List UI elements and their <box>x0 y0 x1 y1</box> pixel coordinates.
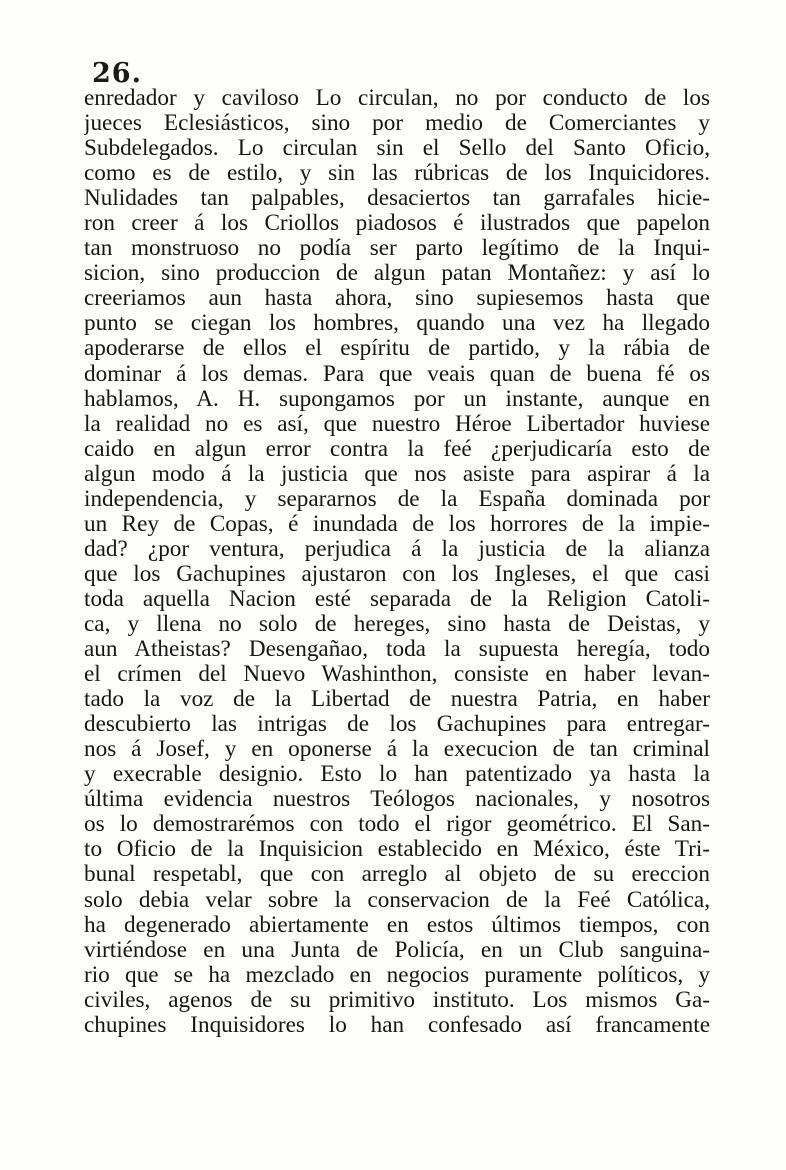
text-line: dad? ¿por ventura, perjudica á la justicia de la alianza <box>84 536 710 562</box>
text-line: ca, y llena no solo de hereges, sino hasta de Deistas, y <box>84 611 710 637</box>
text-line: os lo demostrarémos con todo el rigor geométrico. El San- <box>84 812 710 838</box>
text-line: Subdelegados. Lo circulan sin el Sello del Santo Oficio, <box>84 136 710 162</box>
text-line: y execrable designio. Esto lo han patentizado ya hasta la <box>84 762 710 788</box>
text-line: descubierto las intrigas de los Gachupines para entregar- <box>84 712 710 738</box>
text-line: tado la voz de la Libertad de nuestra Patria, en haber <box>84 687 710 713</box>
text-line: Nulidades tan palpables, desaciertos tan garrafales hicie- <box>84 186 710 212</box>
text-line: to Oficio de la Inquisicion establecido en México, éste Tri- <box>84 837 710 863</box>
text-line: algun modo á la justicia que nos asiste para aspirar á la <box>84 461 710 487</box>
text-line: toda aquella Nacion esté separada de la Religion Catoli- <box>84 586 710 612</box>
text-line: virtiéndose en una Junta de Policía, en un Club sanguina- <box>84 937 710 963</box>
text-line: creeriamos aun hasta ahora, sino supiesemos hasta que <box>84 286 710 312</box>
text-line: independencia, y separarnos de la España dominada por <box>84 486 710 512</box>
text-line: última evidencia nuestros Teólogos nacionales, y nosotros <box>84 787 710 813</box>
text-line: la realidad no es así, que nuestro Héroe Libertador huviese <box>84 411 710 437</box>
text-line: apoderarse de ellos el espíritu de partido, y la rábia de <box>84 336 710 362</box>
text-line: tan monstruoso no podía ser parto legítimo de la Inqui- <box>84 236 710 262</box>
text-line: aun Atheistas? Desengañao, toda la supuesta heregía, todo <box>84 637 710 663</box>
text-line: civiles, agenos de su primitivo instituto. Los mismos Ga- <box>84 987 710 1013</box>
text-line: sicion, sino produccion de algun patan Montañez: y así lo <box>84 261 710 287</box>
text-line: jueces Eclesiásticos, sino por medio de Comerciantes y <box>84 111 710 137</box>
text-line: ron creer á los Criollos piadosos é ilustrados que papelon <box>84 211 710 237</box>
text-line: hablamos, A. H. supongamos por un instante, aunque en <box>84 386 710 412</box>
text-line: chupines Inquisidores lo han confesado así francamente <box>84 1012 710 1038</box>
text-line: ha degenerado abiertamente en estos últimos tiempos, con <box>84 912 710 938</box>
text-line: solo debia velar sobre la conservacion de la Feé Católica, <box>84 887 710 913</box>
text-line: un Rey de Copas, é inundada de los horrores de la impie- <box>84 511 710 537</box>
text-line: que los Gachupines ajustaron con los Ingleses, el que casi <box>84 561 710 587</box>
text-line: caido en algun error contra la feé ¿perjudicaría esto de <box>84 436 710 462</box>
text-line: enredador y caviloso Lo circulan, no por conducto de los <box>84 86 710 111</box>
page-number: 26. <box>92 58 142 89</box>
text-line: dominar á los demas. Para que veais quan de buena fé os <box>84 361 710 387</box>
text-line: como es de estilo, y sin las rúbricas de los Inquicidores. <box>84 161 710 187</box>
text-line: el crímen del Nuevo Washinthon, consiste en haber levan- <box>84 662 710 688</box>
text-line: nos á Josef, y en oponerse á la execucion de tan criminal <box>84 737 710 763</box>
text-line: bunal respetabl, que con arreglo al objeto de su ereccion <box>84 862 710 888</box>
text-line: punto se ciegan los hombres, quando una vez ha llegado <box>84 311 710 337</box>
text-line: rio que se ha mezclado en negocios puramente políticos, y <box>84 962 710 988</box>
body-text <box>84 86 710 1038</box>
